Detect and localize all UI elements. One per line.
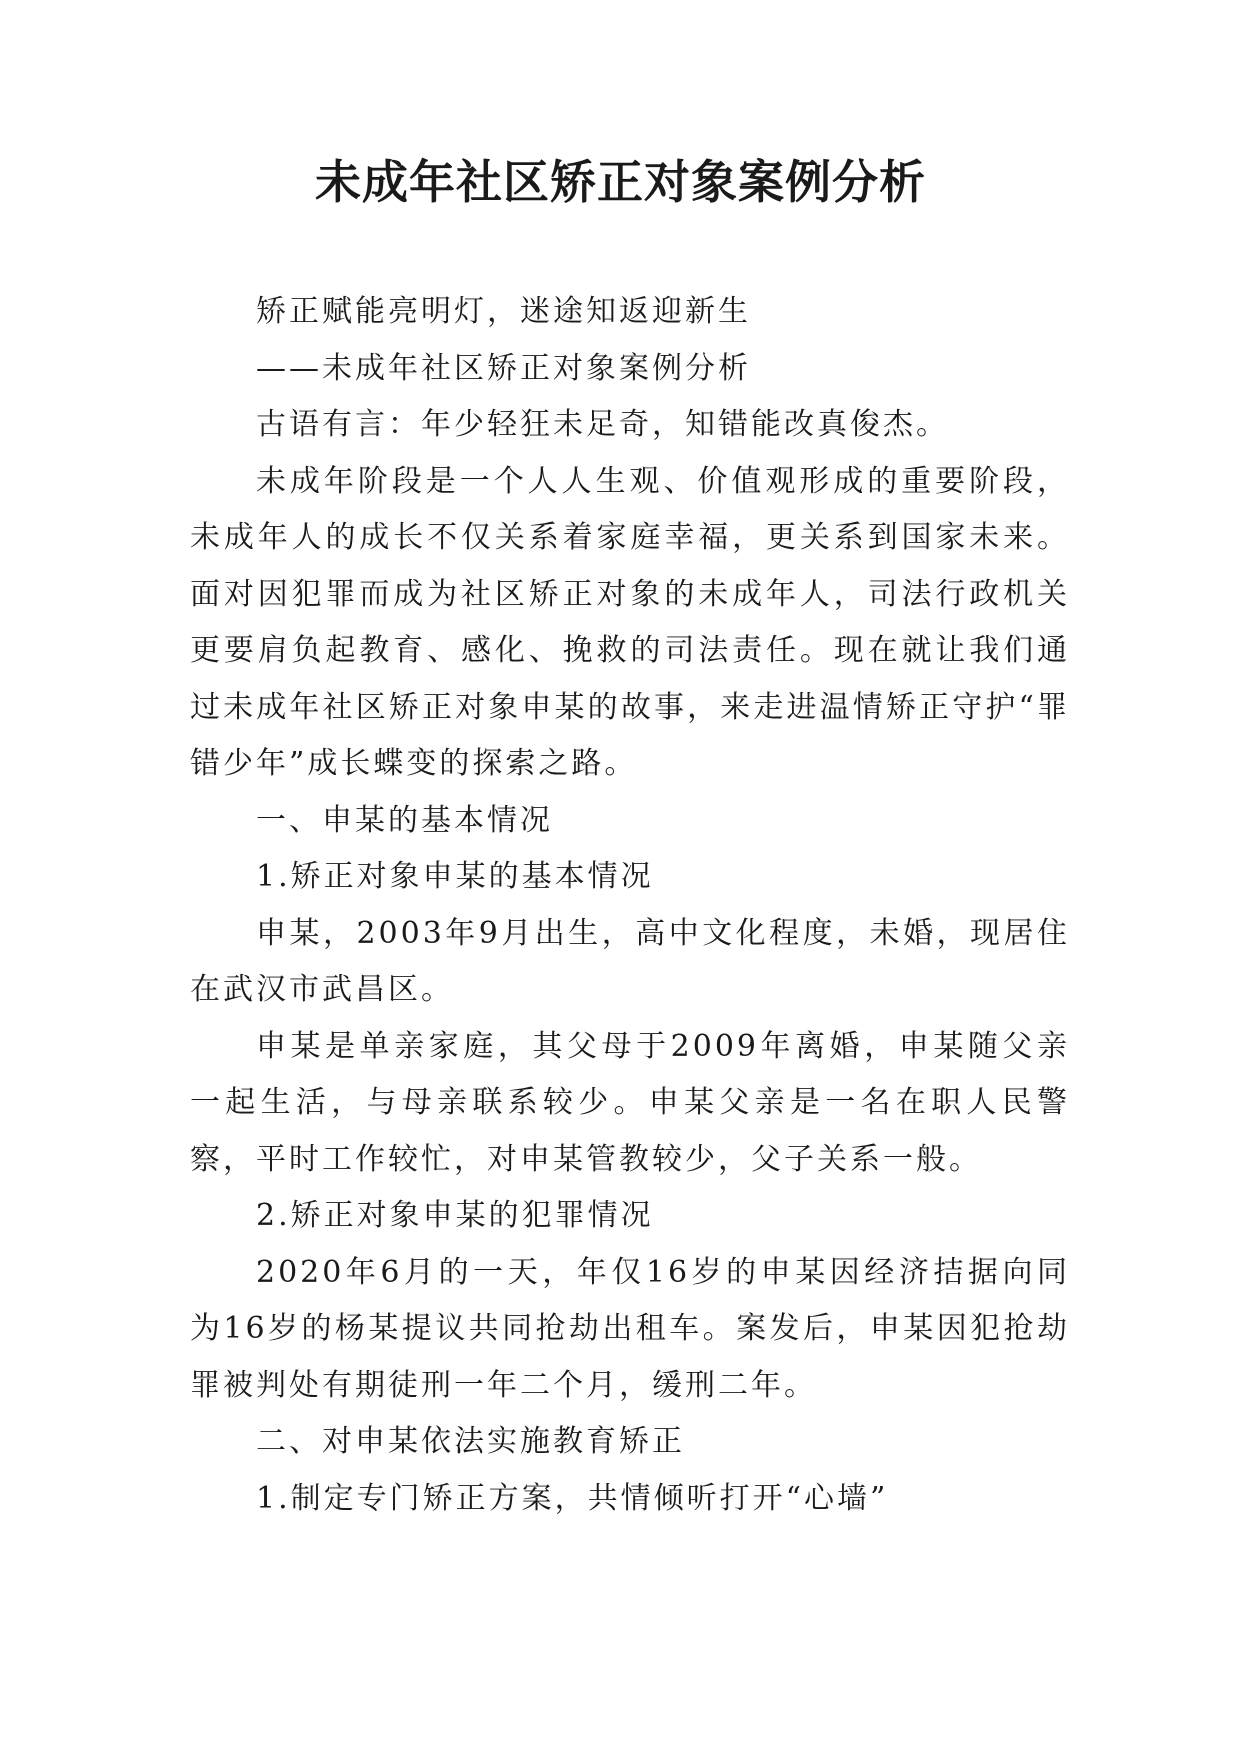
section-heading: 一、申某的基本情况 [256,802,553,838]
body-paragraph: 申某，2003年9月出生，高中文化程度，未婚，现居住在武汉市武昌区。 [190,915,1070,1007]
document-title: 未成年社区矫正对象案例分析 [315,155,926,209]
section-heading: 二、对申某依法实施教育矫正 [256,1424,685,1459]
body-paragraph: 申某是单亲家庭，其父母于2009年离婚，申某随父亲一起生活，与母亲联系较少。申某父亲是一名在职人民警察，平时工作较忙，对申某管教较少，父子关系一般。 [190,1028,1070,1177]
subsection-heading: 1.矫正对象申某的基本情况 [256,859,654,894]
body-paragraph: 2020年6月的一天，年仅16岁的申某因经济拮据向同为16岁的杨某提议共同抢劫出租车。案发后，申某因犯抢劫罪被判处有期徒刑一年二个月，缓刑二年。 [190,1254,1070,1403]
subtitle-dash-line: ——未成年社区矫正对象案例分析 [256,350,751,386]
subsection-heading: 1.制定专门矫正方案，共情倾听打开“心墙” [256,1480,889,1516]
subsection-heading: 2.矫正对象申某的犯罪情况 [256,1198,654,1233]
body-paragraph: 古语有言：年少轻狂未足奇，知错能改真俊杰。 [256,407,949,442]
subtitle-line: 矫正赋能亮明灯，迷途知返迎新生 [256,294,751,329]
body-paragraph: 未成年阶段是一个人人生观、价值观形成的重要阶段，未成年人的成长不仅关系着家庭幸福，更关系到国家未来。面对因犯罪而成为社区矫正对象的未成年人，司法行政机关更要肩负起教育、感化、挽救的司法责任。现在就让我们通过未成年社区矫正对象申某的故事，来走进温情矫正守护“罪错少年”成长蝶变的探索之路。 [190,463,1070,781]
document-body [190,284,1070,1527]
